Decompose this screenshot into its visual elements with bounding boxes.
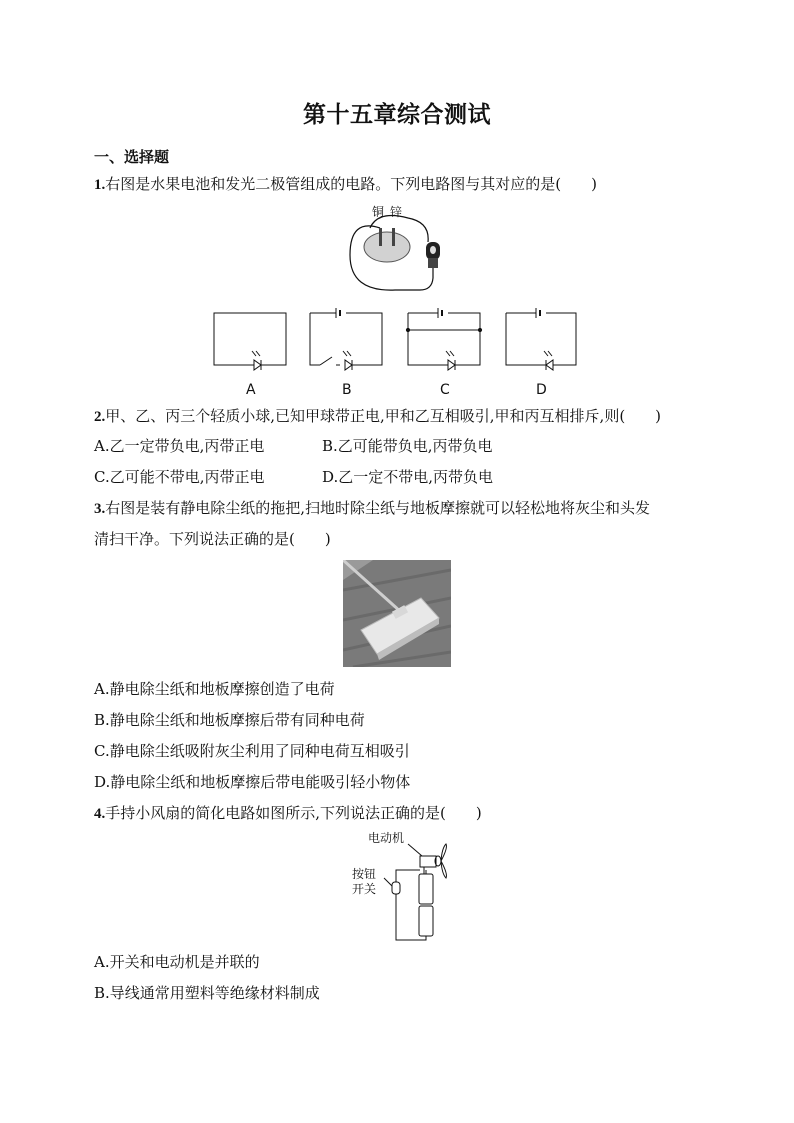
circuit-label-b: B	[342, 382, 352, 398]
circuit-c	[406, 308, 481, 370]
label-copper: 铜	[372, 205, 385, 219]
circuit-d	[506, 308, 576, 370]
circuit-label-a: A	[246, 382, 256, 398]
question-4	[94, 802, 482, 825]
q3-option-d: D.静电除尘纸和地板摩擦后带电能吸引轻小物体	[94, 773, 411, 791]
circuit-label-c: C	[440, 382, 450, 398]
question-1-text: 右图是水果电池和发光二极管组成的电路。下列电路图与其对应的是( )	[105, 175, 597, 193]
mop-photo	[343, 560, 451, 667]
q3-option-a: A.静电除尘纸和地板摩擦创造了电荷	[94, 680, 335, 698]
fruit-battery-figure	[340, 200, 460, 300]
question-3-number: 3.	[94, 501, 106, 517]
question-2	[94, 405, 661, 428]
question-3-text-line1: 右图是装有静电除尘纸的拖把,扫地时除尘纸与地板摩擦就可以轻松地将灰尘和头发	[105, 499, 651, 517]
circuit-b	[310, 308, 382, 370]
q2-option-b: B.乙可能带负电,丙带负电	[322, 437, 493, 455]
section-heading: 一、选择题	[94, 148, 170, 166]
circuit-a	[214, 313, 286, 370]
q4-option-b: B.导线通常用塑料等绝缘材料制成	[94, 984, 320, 1002]
question-3	[94, 497, 650, 520]
page-title: 第十五章综合测试	[303, 102, 491, 128]
label-switch: 开关	[352, 882, 377, 896]
question-1-number: 1.	[94, 177, 106, 193]
label-motor: 电动机	[368, 831, 405, 845]
circuit-label-d: D	[536, 382, 547, 398]
q3-option-b: B.静电除尘纸和地板摩擦后带有同种电荷	[94, 711, 365, 729]
question-4-text: 手持小风扇的简化电路如图所示,下列说法正确的是( )	[105, 804, 482, 822]
q2-option-c: C.乙可能不带电,丙带正电	[94, 468, 265, 486]
label-zinc: 锌	[390, 205, 403, 219]
question-2-text: 甲、乙、丙三个轻质小球,已知甲球带正电,甲和乙互相吸引,甲和丙互相排斥,则( )	[105, 407, 662, 425]
q2-option-a: A.乙一定带负电,丙带正电	[94, 437, 265, 455]
question-2-number: 2.	[94, 409, 106, 425]
circuit-options	[210, 308, 590, 402]
question-3-line2: 清扫干净。下列说法正确的是( )	[94, 530, 331, 548]
q2-option-d: D.乙一定不带电,丙带负电	[322, 468, 494, 486]
q3-option-c: C.静电除尘纸吸附灰尘利用了同种电荷互相吸引	[94, 742, 410, 760]
fan-circuit-figure	[348, 830, 458, 945]
question-1	[94, 173, 597, 196]
question-4-number: 4.	[94, 806, 106, 822]
q4-option-a: A.开关和电动机是并联的	[94, 953, 260, 971]
label-button: 按钮	[352, 867, 377, 881]
